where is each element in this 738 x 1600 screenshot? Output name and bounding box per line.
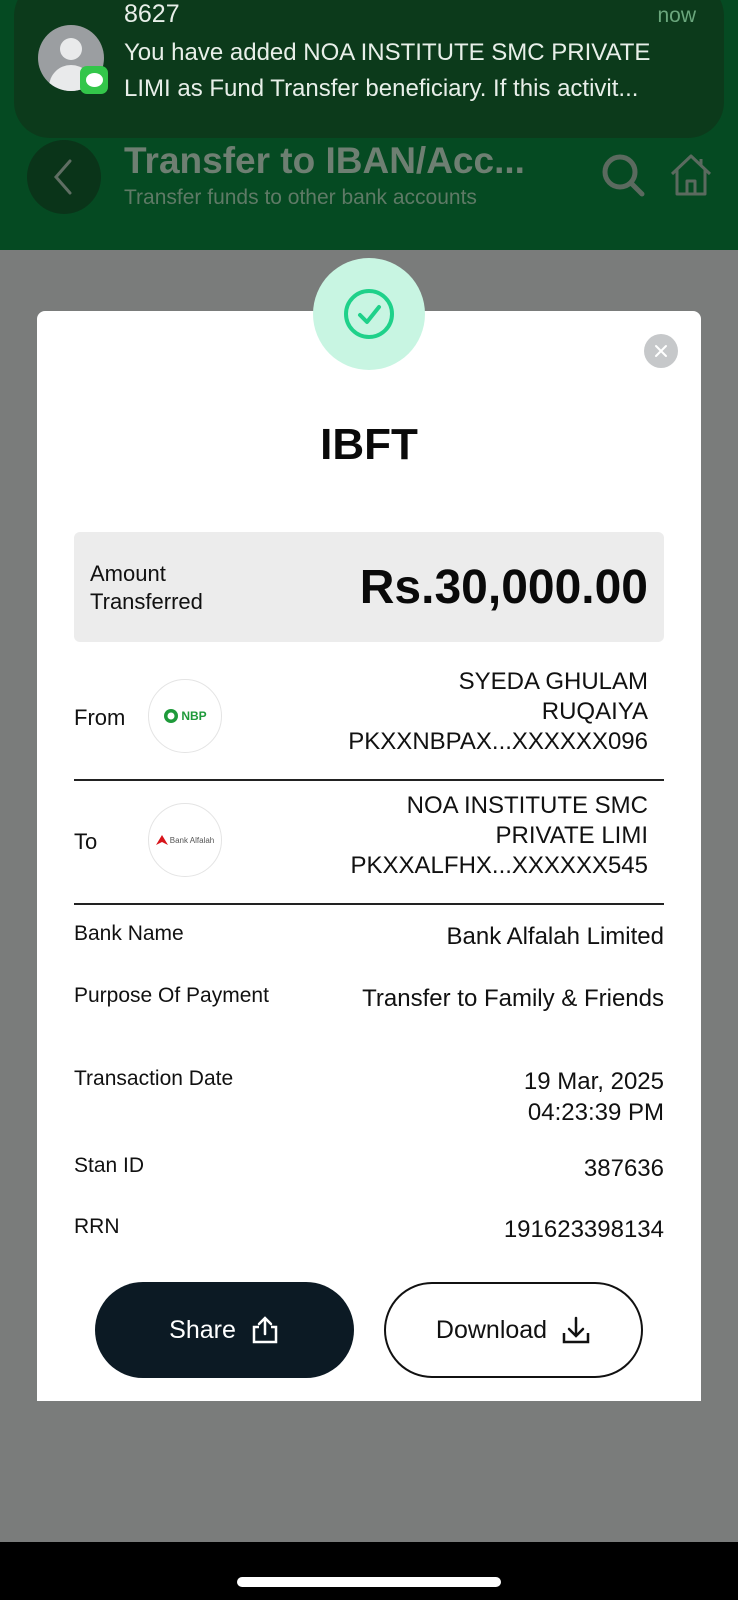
detail-value: 191623398134 bbox=[503, 1216, 664, 1243]
alfalah-emblem-icon bbox=[156, 835, 168, 845]
share-button[interactable] bbox=[95, 1282, 354, 1378]
to-account: PKXXALFHX...XXXXXX545 bbox=[350, 852, 648, 879]
close-button[interactable] bbox=[644, 334, 678, 368]
page-title: Transfer to IBAN/Acc... bbox=[124, 140, 525, 181]
to-name-line2: PRIVATE LIMI bbox=[495, 822, 648, 849]
system-bottom-bar bbox=[0, 1542, 738, 1600]
detail-value: 19 Mar, 2025 04:23:39 PM bbox=[523, 1068, 664, 1126]
detail-label: Transaction Date bbox=[74, 1067, 234, 1090]
download-icon bbox=[561, 1315, 591, 1345]
share-label: Share bbox=[169, 1315, 236, 1344]
to-name-line1: NOA INSTITUTE SMC bbox=[406, 792, 648, 819]
amount-value: Rs.30,000.00 bbox=[359, 561, 648, 614]
detail-label: Purpose Of Payment bbox=[74, 984, 269, 1007]
from-account: PKXXNBPAX...XXXXXX096 bbox=[348, 728, 648, 755]
messages-app-icon bbox=[80, 66, 108, 94]
bank-alfalah-logo bbox=[148, 803, 222, 877]
nbp-logo-text: NBP bbox=[181, 709, 207, 723]
amount-label: Amount Transferred bbox=[90, 561, 203, 614]
from-name-line1: SYEDA GHULAM bbox=[458, 668, 648, 695]
detail-label: Stan ID bbox=[74, 1154, 145, 1177]
close-icon bbox=[653, 343, 669, 359]
notification-time: now bbox=[657, 4, 696, 27]
detail-label: RRN bbox=[74, 1215, 120, 1238]
nbp-emblem-icon bbox=[163, 708, 179, 724]
nbp-logo bbox=[148, 679, 222, 753]
back-button[interactable] bbox=[27, 140, 101, 214]
home-icon bbox=[667, 150, 715, 198]
notification-sender: 8627 bbox=[124, 0, 180, 28]
to-row bbox=[74, 781, 664, 905]
from-name-line2: RUQAIYA bbox=[541, 698, 648, 725]
alfalah-logo-text: Bank Alfalah bbox=[169, 835, 215, 845]
to-label: To bbox=[74, 829, 98, 854]
amount-box bbox=[74, 532, 664, 642]
chevron-left-icon bbox=[50, 157, 78, 197]
download-label: Download bbox=[435, 1315, 548, 1344]
from-details bbox=[348, 667, 648, 757]
page-subtitle: Transfer funds to other bank accounts bbox=[124, 186, 477, 209]
search-button[interactable] bbox=[598, 150, 648, 200]
from-label: From bbox=[74, 705, 126, 730]
home-indicator[interactable] bbox=[237, 1577, 501, 1587]
receipt-title: IBFT bbox=[320, 420, 418, 469]
detail-value: Transfer to Family & Friends bbox=[362, 985, 664, 1012]
detail-label: Bank Name bbox=[74, 922, 184, 945]
from-row bbox=[74, 657, 664, 781]
notification-banner[interactable] bbox=[14, 0, 724, 138]
detail-value: 387636 bbox=[583, 1155, 664, 1182]
to-details bbox=[351, 791, 648, 881]
home-button[interactable] bbox=[667, 150, 715, 198]
download-button[interactable] bbox=[384, 1282, 643, 1378]
share-icon bbox=[250, 1315, 280, 1345]
search-icon bbox=[598, 150, 648, 200]
check-circle-icon bbox=[342, 287, 396, 341]
notification-message: You have added NOA INSTITUTE SMC PRIVATE LIMI as Fund Transfer beneficiary. If this activit... bbox=[124, 39, 651, 102]
detail-value: Bank Alfalah Limited bbox=[446, 923, 664, 950]
success-badge bbox=[313, 258, 425, 370]
